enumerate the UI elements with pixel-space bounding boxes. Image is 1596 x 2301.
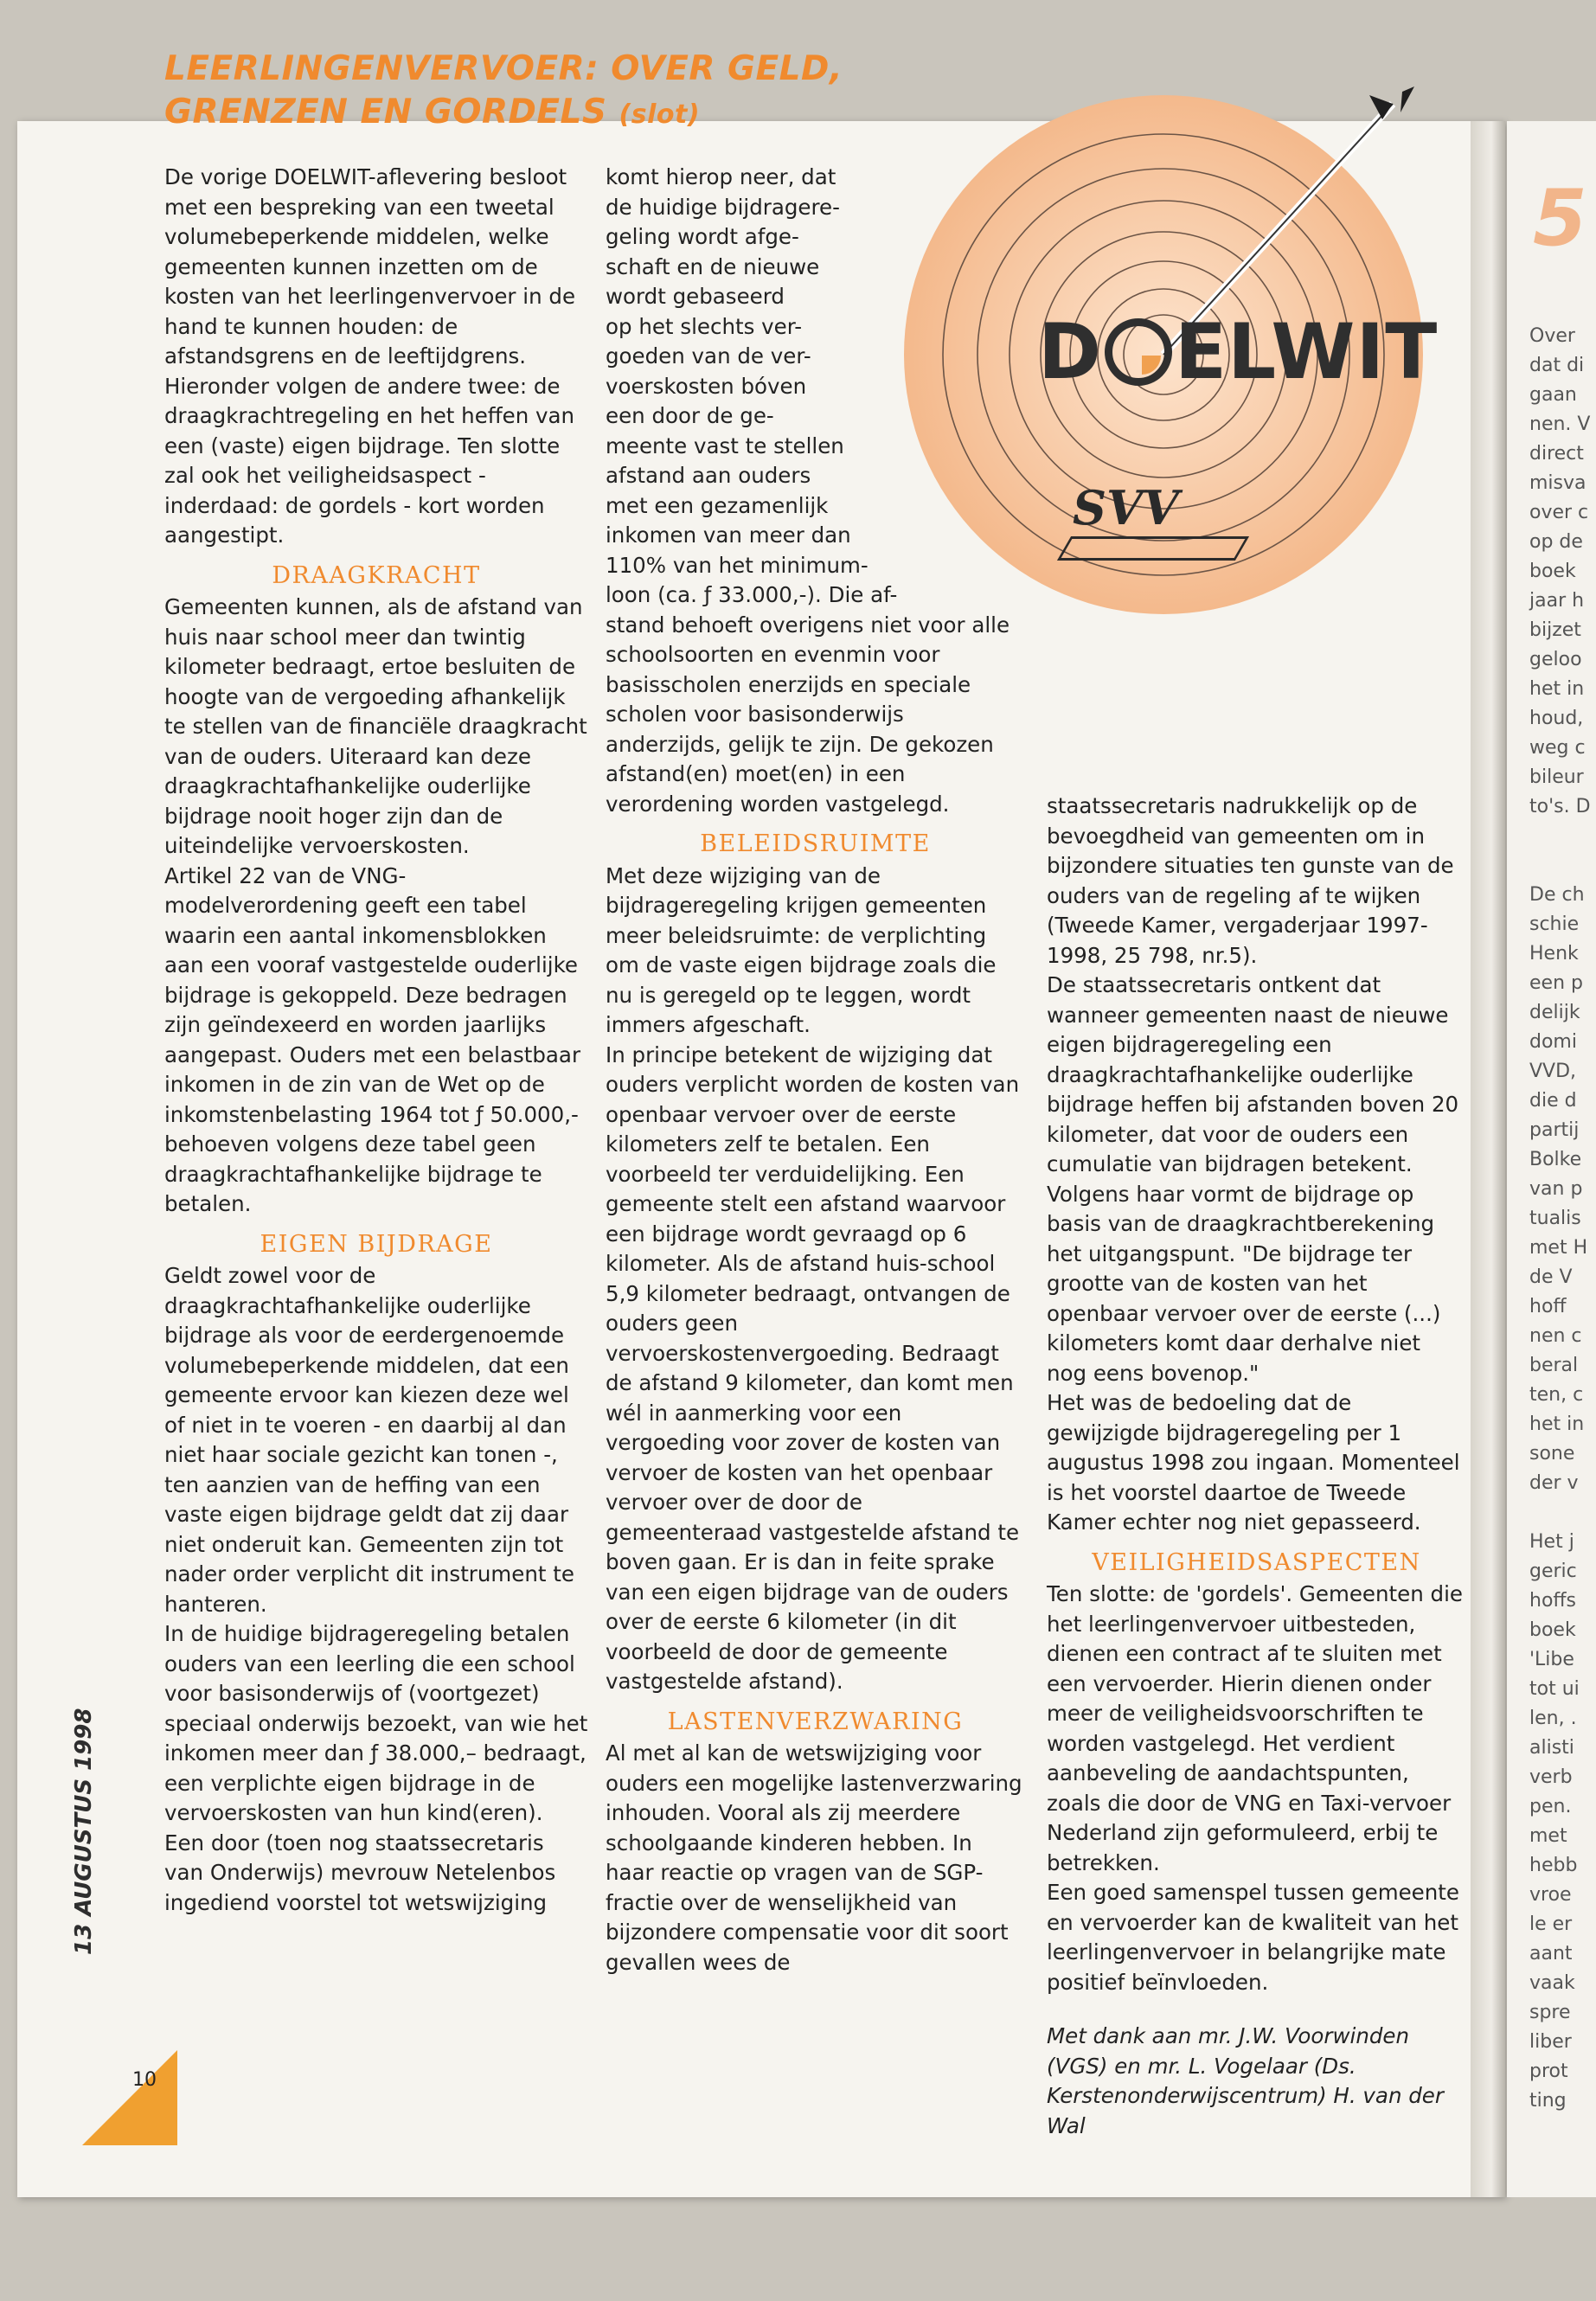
wrapped-text-around-target (606, 163, 1025, 611)
paragraph: Een goed samenspel tussen gemeente en vervoerder kan de kwaliteit van het leerlingenvervoer in belangrijke mate positief beïnvloeden. (1047, 1880, 1459, 1995)
acknowledgement: Met dank aan mr. J.W. Voorwinden (VGS) en mr. L. Vogelaar (Ds. Kerstenonderwijscentrum) H. van der Wal (1047, 2023, 1444, 2138)
subheading-draagkracht: DRAAGKRACHT (272, 561, 481, 589)
svv-logo: SVV (1073, 480, 1179, 535)
page-corner-triangle (82, 2050, 177, 2145)
text-line: komt hierop neer, dat (606, 164, 836, 189)
text-line: voerskosten bóven (606, 373, 807, 399)
intro-paragraph: De vorige DOELWIT-aflevering besloot met een bespreking van een tweetal volumebeperkende middelen, welke gemeenten kunnen inzetten om de kosten van het leerlingenvervoer in de hand te kunnen houden: de afstandsgrens en de leeftijdgrens. Hieronder volgen de andere twee: de draagkrachtregeling en het heffen van een (vaste) eigen bijdrage. Ten slotte zal ook het veiligheidsaspect - inderdaad: de gordels - kort worden aangestipt. (164, 164, 576, 548)
headline-line-1: LEERLINGENVERVOER: OVER GELD, (164, 49, 843, 88)
next-page-edge-text: Over dat di gaan nen. V direct misva over c op de boek jaar h bijzet geloo het in houd, weg c bileur to's. D De ch schie Henk een p delijk domi VVD, die d partij Bolke van p tualis met H de V hoff nen c beral ten, c het in sone der v Het j geric hoffs boek 'Libe tot ui len, . alisti verb pen. met hebb vroe le er aant vaak spre liber prot ting (1529, 325, 1591, 2112)
next-page-number: 5 (1533, 173, 1587, 264)
paragraph: stand behoeft overigens niet voor alle schoolsoorten en evenmin voor basisscholen enerzijds en speciale scholen voor basisonderwijs anderzijds, gelijk te zijn. De gekozen afstand(en) moet(en) in een verordening worden vastgelegd. (606, 612, 1010, 817)
issue-date: 13 AUGUSTUS 1998 (71, 1708, 97, 1955)
text-line: wordt gebaseerd (606, 284, 785, 309)
paragraph: Met deze wijziging van de bijdrageregeling krijgen gemeenten meer beleidsruimte: de verplichting om de vaste eigen bijdrage zoals die nu is geregeld op te leggen, wordt immers afgeschaft. (606, 862, 997, 1037)
page-gutter (1471, 121, 1505, 2197)
headline-slot: (slot) (619, 99, 701, 130)
text-line: schaft en de nieuwe (606, 253, 820, 279)
subheading-eigen-bijdrage: EIGEN BIJDRAGE (260, 1230, 493, 1258)
paragraph: staatssecretaris nadrukkelijk op de bevoegdheid van gemeenten om in bijzondere situaties ten gunste van de ouders van de regeling af te wijken (Tweede Kamer, vergaderjaar 1997-1998, 25 798, nr.5). (1047, 793, 1454, 968)
headline-line-2: GRENZEN EN GORDELS (164, 93, 607, 131)
page-number: 10 (132, 2069, 157, 2091)
target-o-icon (1105, 318, 1172, 386)
text-line: loon (ca. ƒ 33.000,-). Die af- (606, 582, 898, 607)
paragraph: Geldt zowel voor de draagkrachtafhankelijke ouderlijke bijdrage als voor de eerdergenoemde volumebeperkende middelen, dat een gemeente ervoor kan kiezen deze wel of niet in te voeren - en daarbij al dan niet haar sociale gezicht kan tonen -, ten aanzien van de heffing van een vaste eigen bijdrage geldt dat zij daar niet onderuit kan. Gemeenten zijn tot nader order verplicht dit instrument te hanteren. (164, 1263, 574, 1617)
text-line: meente vast te stellen (606, 433, 844, 458)
text-line: op het slechts ver- (606, 313, 803, 339)
text-line: met een gezamenlijk (606, 492, 829, 518)
paragraph: Gemeenten kunnen, als de afstand van huis naar school meer dan twintig kilometer bedraagt, ertoe besluiten de hoogte van de vergoeding afhankelijk te stellen van de financiële draagkracht van de ouders. Uiteraard kan deze draagkrachtafhankelijke ouderlijke bijdrage nooit hoger zijn dan de uiteindelijke vervoerskosten. (164, 594, 587, 858)
text-line: geling wordt afge- (606, 224, 799, 249)
text-line: 110% van het minimum- (606, 552, 869, 578)
subheading-lastenverzwaring: LASTENVERZWARING (667, 1708, 964, 1735)
column-3 (1047, 792, 1466, 2141)
subheading-veiligheidsaspecten: VEILIGHEIDSASPECTEN (1092, 1548, 1421, 1576)
svv-logo-base (1057, 536, 1249, 561)
paragraph: Ten slotte: de 'gordels'. Gemeenten die het leerlingenvervoer uitbesteden, dienen een contract af te sluiten met een vervoerder. Hierin dienen onder meer de veiligheidsvoorschriften te worden vastgelegd. Het verdient aanbeveling de aandachtspunten, zoals die door de VNG en Taxi-vervoer Nederland zijn geformuleerd, erbij te betrekken. (1047, 1581, 1463, 1875)
article-headline (164, 48, 943, 137)
paragraph: Al met al kan de wetswijziging voor ouders een mogelijke lastenverzwaring inhouden. Vooral als zij meerdere schoolgaande kinderen hebben. In haar reactie op vragen van de SGP-fractie over de wenselijkheid van bijzondere compensatie voor dit soort gevallen wees de (606, 1740, 1022, 1975)
paragraph: Artikel 22 van de VNG-modelverordening geeft een tabel waarin een aantal inkomensblokken aan een vooraf vastgestelde ouderlijke bijdrage is gekoppeld. Deze bedragen zijn geïndexeerd en worden jaarlijks aangepast. Ouders met een belastbaar inkomen in de zin van de Wet op de inkomstenbelasting 1964 tot ƒ 50.000,- behoeven volgens deze tabel geen draagkrachtafhankelijke bijdrage te betalen. (164, 862, 581, 1216)
text-line: goeden van de ver- (606, 343, 811, 369)
paragraph: De staatssecretaris ontkent dat wanneer gemeenten naast de nieuwe eigen bijdrageregeling een draagkrachtafhankelijke ouderlijke bijdrage heffen bij afstanden boven 20 kilometer, dat voor de ouders een cumulatie van bijdragen betekent. Volgens haar vormt de bijdrage op basis van de draagkrachtberekening het uitgangspunt. "De bijdrage ter grootte van de kosten van het openbaar vervoer over de eerste (...) kilometers komt daar derhalve niet nog eens bovenop." (1047, 972, 1459, 1386)
paragraph: In principe betekent de wijziging dat ouders verplicht worden de kosten van openbaar vervoer over de eerste kilometers zelf te betalen. Een voorbeeld ter verduidelijking. Een gemeente stelt een afstand waarvoor een bijdrage wordt gevraagd op 6 kilometer. Als de afstand huis-school 5,9 kilometer bedraagt, ontvangen de ouders geen vervoerskostenvergoeding. Bedraagt de afstand 9 kilometer, dan komt men wél in aanmerking voor een vergoeding voor zover de kosten van vervoer de kosten van het openbaar vervoer over de door de gemeenteraad vastgestelde afstand te boven gaan. Er is dan in feite sprake van een eigen bijdrage van de ouders over de eerste 6 kilometer (in dit voorbeeld de door de gemeente vastgestelde afstand). (606, 1042, 1020, 1694)
text-line: inkomen van meer dan (606, 522, 851, 548)
subheading-beleidsruimte: BELEIDSRUIMTE (700, 830, 931, 857)
paragraph: Het was de bedoeling dat de gewijzigde bijdrageregeling per 1 augustus 1998 zou ingaan. Momenteel is het voorstel daartoe de Tweede Kamer echter nog niet gepasseerd. (1047, 1390, 1460, 1535)
text-line: een door de ge- (606, 403, 774, 428)
text-line: afstand aan ouders (606, 463, 811, 488)
doelwit-logo: D ELWIT (1038, 307, 1439, 396)
paragraph: In de huidige bijdrageregeling betalen ouders van een leerling die een school voor basisonderwijs of (voortgezet) speciaal onderwijs bezoekt, van wie het inkomen meer dan ƒ 38.000,– bedraagt, een verplichte eigen bijdrage in de vervoerskosten van hun kind(eren). Een door (toen nog staatssecretaris van Onderwijs) mevrouw Netelenbos ingediend voorstel tot wetswijziging (164, 1621, 588, 1915)
text-line: de huidige bijdragere- (606, 194, 840, 220)
next-page-edge (1507, 121, 1596, 2197)
column-1 (164, 163, 588, 1918)
column-2 (606, 163, 1025, 1977)
